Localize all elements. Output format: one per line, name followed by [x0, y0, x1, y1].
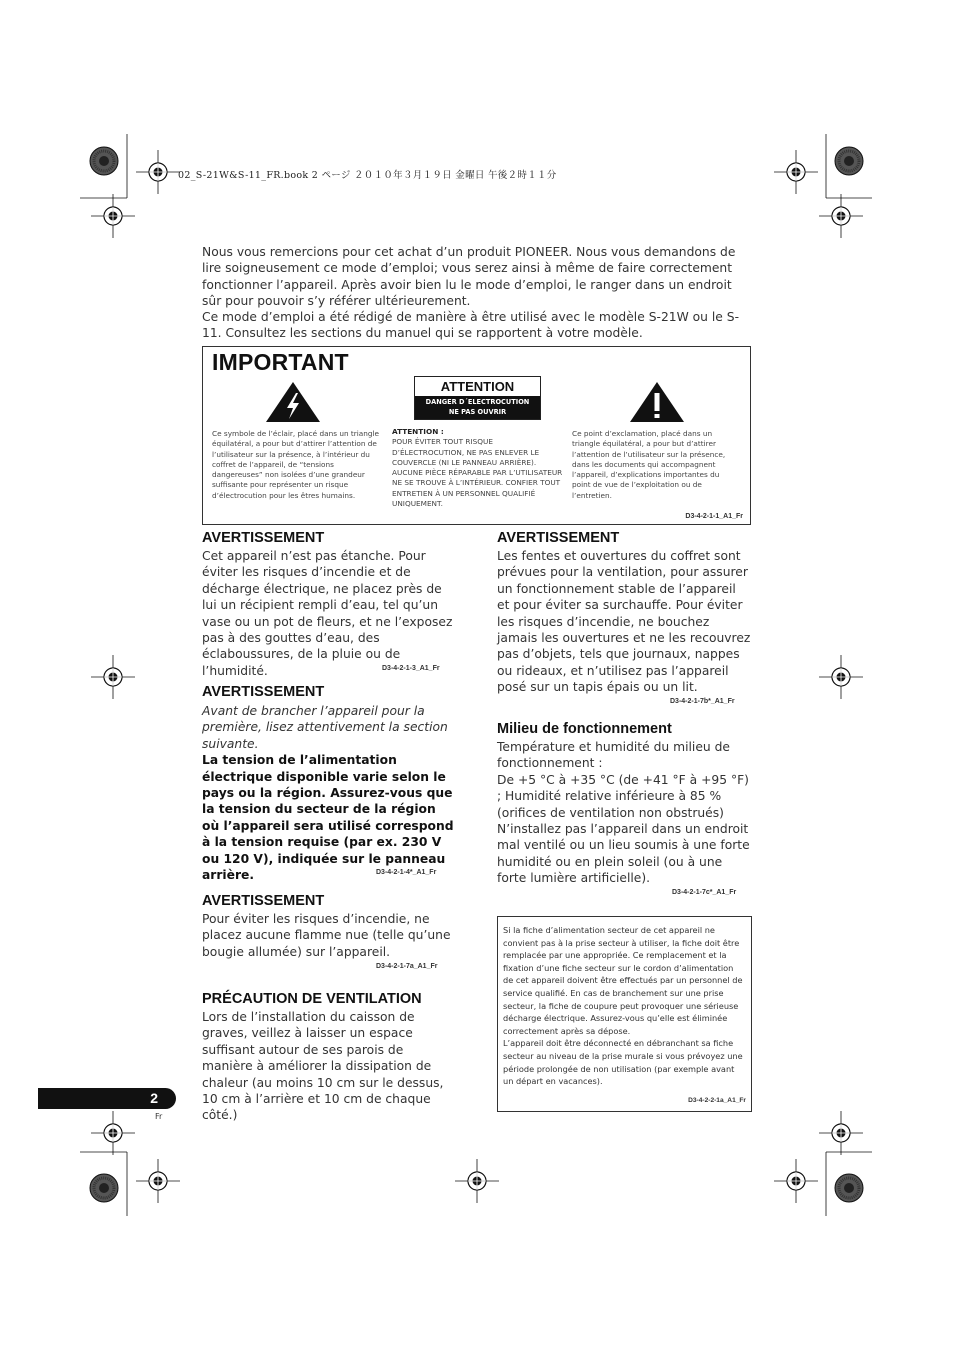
important-box — [202, 346, 751, 525]
right-warning-title: AVERTISSEMENT — [497, 530, 620, 546]
plug-notice-box — [497, 916, 752, 1112]
left-warning-1-code: D3-4-2-1-3_A1_Fr — [382, 665, 440, 672]
left-warning-2-code: D3-4-2-1-4*_A1_Fr — [376, 869, 437, 876]
exclamation-explanation: Ce point d’exclamation, placé dans un triangle équilatéral, a pour but d’attirer l’attention de l’utilisateur sur la présence, dans les documents qui accompagnent l’appareil, d’explications importantes du point de vue de l’exploitation ou de l’entretien. — [572, 429, 726, 500]
caution-text: POUR ÉVITER TOUT RISQUE D’ÉLECTROCUTION, NE PAS ENLEVER LE COUVERCLE (NI LE PANNEAU ARRIÈRE). AUCUNE PIÈCE RÉPARABLE PAR L’UTILISATEUR NE SE TROUVE À L’INTÉRIEUR. CONFIER TOUT ENTRETIEN À UN PERSONNEL QUALIFIÉ UNIQUEMENT. — [392, 437, 563, 509]
left-warning-2-bold: La tension de l’alimentation électrique disponible varie selon le pays ou la région. Assurez-vous que la tension du secteur de la région où l’appareil sera utilisé correspond à la tension requise (par ex. 230 V ou 120 V), indiquée sur le panneau arrière. — [202, 753, 454, 883]
left-warning-3-text: Pour éviter les risques d’incendie, ne placez aucune flamme nue (telle qu’une bougie allumée) sur l’appareil. — [202, 912, 451, 959]
caution-heading: ATTENTION : — [392, 427, 444, 436]
lightning-explanation: Ce symbole de l’éclair, placé dans un triangle équilatéral, a pour but d’attirer l’attention de l’utilisateur sur la présence, à l’intérieur du coffret de l’appareil, de “tensions dangereuses” non isolées d’une grandeur suffisante pour représenter un risque d’électrocution pour les êtres humains. — [212, 429, 380, 500]
left-warning-1-title: AVERTISSEMENT — [202, 530, 325, 546]
left-warning-1-text: Cet appareil n’est pas étanche. Pour éviter les risques d’incendie et de décharge électrique, ne placez près de lui un récipient rempli d’eau, tel qu’un vase ou un pot de fleurs, et ne l’exposez pas à des gouttes d’eau, des éclaboussures, de la pluie ou de l’humidité. — [202, 549, 453, 678]
caution-block — [392, 427, 564, 509]
intro-section — [202, 244, 754, 342]
important-title: IMPORTANT — [212, 349, 349, 375]
plug-notice-code: D3-4-2-2-1a_A1_Fr — [688, 1097, 746, 1105]
environment-title: Milieu de fonctionnement — [497, 721, 672, 737]
left-warning-2-title: AVERTISSEMENT — [202, 684, 325, 700]
environment-text: Température et humidité du milieu de fonctionnement : De +5 °C à +35 °C (de +41 °F à +95 °F) ; Humidité relative inférieure à 85 % (orifices de ventilation non obstrués) N’installez pas l’appareil dans un endroit mal ventilé ou un lieu soumis à une forte humidité ou en plein soleil (ou à une forte lumière artificielle). — [497, 740, 750, 886]
attention-sublabel — [415, 396, 540, 419]
left-warning-2-italic: Avant de brancher l’appareil pour la première, lisez attentivement la section suivante. — [202, 704, 448, 751]
page-number: 2 — [150, 1090, 158, 1106]
attention-sublabel-line-2: NE PAS OUVRIR — [448, 408, 507, 416]
ventilation-text: Lors de l’installation du caisson de graves, veillez à laisser un espace suffisant autour de ses parois de manière à améliorer la dissipation de chaleur (au moins 10 cm sur le dessus, 10 cm à l’arrière et 10 cm de chaque côté.) — [202, 1010, 444, 1123]
left-warning-2-body — [202, 703, 454, 883]
page-language: Fr — [155, 1112, 163, 1121]
right-warning-code: D3-4-2-1-7b*_A1_Fr — [670, 698, 735, 705]
environment-code: D3-4-2-1-7c*_A1_Fr — [672, 889, 737, 896]
ventilation-title: PRÉCAUTION DE VENTILATION — [202, 991, 422, 1007]
page-number-tab — [38, 1088, 176, 1109]
left-warning-3-code: D3-4-2-1-7a_A1_Fr — [376, 963, 438, 970]
attention-label-box — [414, 376, 541, 420]
intro-paragraph-2: Ce mode d’emploi a été rédigé de manière à être utilisé avec le modèle S-21W ou le S-11. Consultez les sections du manuel qui se rapportent à votre modèle. — [202, 310, 740, 341]
left-warning-3-title: AVERTISSEMENT — [202, 893, 325, 909]
attention-sublabel-line-1: DANGER D´ELECTROCUTION — [425, 398, 530, 406]
exclamation-warning-icon — [629, 381, 685, 423]
book-header-line: 02_S-21W&S-11_FR.book 2 ページ ２０１０年３月１９日 金曜日 午後２時１１分 — [178, 170, 557, 181]
lightning-warning-icon — [265, 381, 321, 423]
right-warning-text: Les fentes et ouvertures du coffret sont prévues pour la ventilation, pour assurer un fonctionnement stable de l’appareil et pour éviter sa surchauffe. Pour éviter les risques d’incendie, ne bouchez jamais les ouvertures et ne les recouvrez pas d’objets, tels que journaux, nappes ou rideaux, et n’utilisez pas l’appareil posé sur un tapis épais ou un lit. — [497, 549, 751, 695]
attention-label: ATTENTION — [440, 379, 515, 394]
plug-notice-paragraph-2: L’appareil doit être déconnecté en débranchant sa fiche secteur au niveau de la prise murale si vous prévoyez une période prolongée de non utilisation (par exemple avant un départ en vacances). — [503, 1038, 743, 1087]
plug-notice-paragraph-1: Si la fiche d’alimentation secteur de cet appareil ne convient pas à la prise secteur à utiliser, la fiche doit être remplacée par une appropriée. Ce remplacement et la fixation d’une fiche secteur sur le cordon d’alimentation de cet appareil doivent être effectués par un personnel de service qualifié. En cas de branchement sur une prise secteur, la fiche de coupure peut provoquer une sérieuse décharge électrique. Assurez-vous qu’elle est éliminée correctement après sa dépose. — [503, 925, 743, 1036]
intro-paragraph-1: Nous vous remercions pour cet achat d’un produit PIONEER. Nous vous demandons de lire soigneusement ce mode d’emploi; vous serez ainsi à même de faire correctement fonctionner l’appareil. Après avoir bien lu le mode d’emploi, le ranger dans un endroit sûr pour pouvoir s’y référer ultérieurement. — [202, 245, 736, 308]
important-code: D3-4-2-1-1_A1_Fr — [685, 513, 743, 520]
